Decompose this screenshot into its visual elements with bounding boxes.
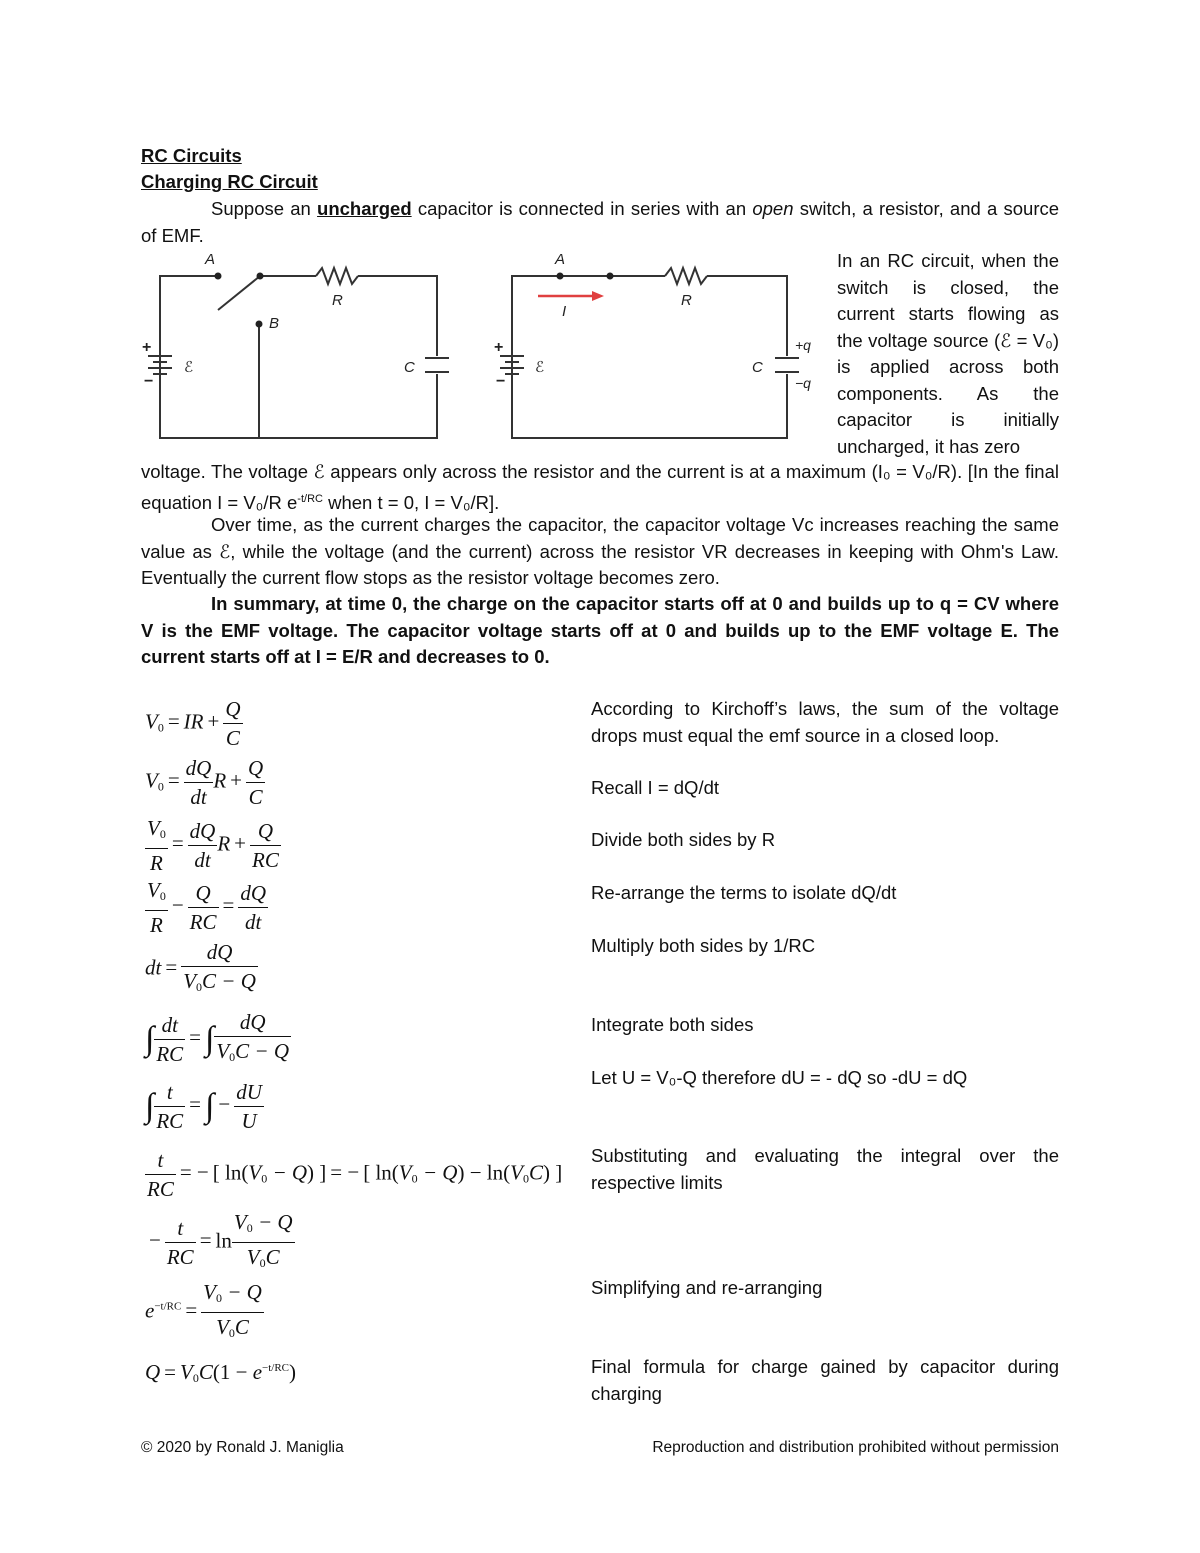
uncharged-emphasis: uncharged <box>317 198 412 219</box>
label-plus-q: +q <box>795 337 811 353</box>
step-note-10: Final formula for charge gained by capacitor during charging <box>591 1356 1059 1404</box>
label-current: I <box>562 303 567 320</box>
label-minus-left: − <box>144 373 154 390</box>
label-plus-left: + <box>142 339 152 356</box>
label-r-right: R <box>681 292 692 309</box>
intro-paragraph: Suppose an uncharged capacitor is connected in series with an open switch, a resistor, and a source of EMF. <box>141 198 1060 246</box>
page-subtitle: Charging RC Circuit <box>141 171 318 192</box>
label-r-left: R <box>332 292 343 309</box>
equation-8: $\frac{t}{RC}$ = − [ $\ln(V_0 - Q)$ ] = − [ $\ln(V_0 - Q) - \ln(V_0C)$ ] <box>147 1148 563 1201</box>
step-note-6: Integrate both sides <box>591 1014 754 1035</box>
label-c-right: C <box>752 359 763 376</box>
label-b: B <box>269 315 280 332</box>
equation-6: ∫ $\frac{dt}{RC}$ = ∫ $\frac{dQ}{V_0C - Q}$ <box>145 1010 290 1066</box>
summary-paragraph: In summary, at time 0, the charge on the capacitor starts off at 0 and builds up to q = CV where V is the EMF voltage. The capacitor voltage starts off at 0 and builds up to the EMF voltage E. The current starts off at I = E/R and decreases to 0. <box>141 593 1059 667</box>
step-note-9: Simplifying and re-arranging <box>591 1277 823 1298</box>
equation-4: $\frac{V_0}{R}$ − $\frac{Q}{RC}$ = $\frac{dQ}{dt}$ <box>147 878 267 937</box>
label-minus-right: − <box>496 373 506 390</box>
footer-notice: Reproduction and distribution prohibited without permission <box>652 1439 1059 1456</box>
equation-3: $\frac{V_0}{R}$ = $\frac{dQ}{dt}$ R + $\frac{Q}{RC}$ <box>147 816 279 875</box>
step-note-7: Let U = V₀-Q therefore dU = - dQ so -dU = dQ <box>591 1067 968 1088</box>
step-note-5: Multiply both sides by 1/RC <box>591 935 816 956</box>
paragraph-over-time: Over time, as the current charges the capacitor, the capacitor voltage Vc increases reaching the same value as ℰ, while the voltage (and the current) across the resistor VR decreases in keeping with Ohm's Law. Eventually the current flow stops as the resistor voltage becomes zero. <box>141 514 1059 588</box>
equation-7: ∫ $\frac{t}{RC}$ = ∫ − $\frac{dU}{U}$ <box>145 1080 262 1133</box>
circuit-diagrams <box>140 248 830 448</box>
step-note-2: Recall I = dQ/dt <box>591 777 720 798</box>
label-emf-left: ℰ <box>184 359 194 376</box>
equation-2: $V_0$ = $\frac{dQ}{dt}$ R + $\frac{Q}{C}$ <box>145 756 264 809</box>
label-plus-right: + <box>494 339 504 356</box>
label-a-right: A <box>555 251 566 268</box>
equation-1: $V_0$ = IR + $\frac{Q}{C}$ <box>145 697 241 750</box>
footer-copyright: © 2020 by Ronald J. Maniglia <box>141 1439 344 1456</box>
step-note-3: Divide both sides by R <box>591 829 776 850</box>
side-text: In an RC circuit, when the switch is closed, the current starts flowing as the voltage source (ℰ = V₀) is applied across both components. As the capacitor is initially uncharged, it has zero <box>837 250 1059 457</box>
step-note-4: Re-arrange the terms to isolate dQ/dt <box>591 882 897 903</box>
equation-10: $e^{-t/RC}$ = $\frac{V_0 - Q}{V_0C}$ <box>145 1280 262 1340</box>
label-emf-right: ℰ <box>535 359 545 376</box>
page-title: RC Circuits <box>141 145 242 166</box>
label-a-left: A <box>205 251 216 268</box>
equation-9: − $\frac{t}{RC}$ = ln $\frac{V_0 - Q}{V_0C}$ <box>149 1210 293 1270</box>
step-note-8: Substituting and evaluating the integral over the respective limits <box>591 1145 1059 1193</box>
equation-5: dt = $\frac{dQ}{V_0C - Q}$ <box>145 940 256 994</box>
label-minus-q: −q <box>795 375 811 391</box>
paragraph-voltage: voltage. The voltage ℰ appears only across the resistor and the current is at a maximum (I₀ = V₀/R). [In the final equation I = V₀/R $e^{-t/RC}$ when t = 0, I = V₀/R]. <box>141 461 1059 513</box>
step-note-1: According to Kirchoff’s laws, the sum of the voltage drops must equal the emf source in a closed loop. <box>591 698 1059 746</box>
equation-11: $Q = V_0C(1 - e^{-t/RC})$ <box>145 1360 297 1385</box>
label-c-left: C <box>404 359 415 376</box>
